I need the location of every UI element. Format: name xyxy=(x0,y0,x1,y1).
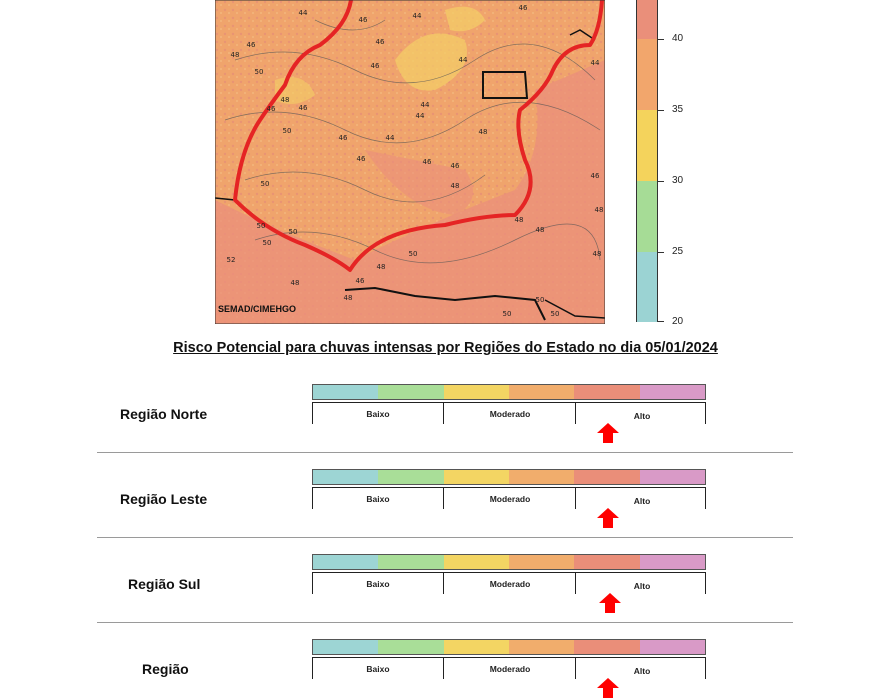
contour-label: 48 xyxy=(450,182,460,190)
row-separator xyxy=(97,537,793,538)
risk-scale-segment xyxy=(574,470,639,484)
contour-label: 48 xyxy=(280,96,290,104)
colorbar-label: 40 xyxy=(672,33,684,44)
risk-scale-tick xyxy=(575,657,576,679)
colorbar-segment xyxy=(637,39,657,110)
risk-scale-segment xyxy=(313,470,378,484)
colorbar-label: 30 xyxy=(672,175,684,186)
risk-category-label: Alto xyxy=(633,666,651,676)
contour-label: 44 xyxy=(590,59,600,67)
contour-label: 44 xyxy=(415,112,425,120)
contour-label: 46 xyxy=(355,277,365,285)
contour-label: 48 xyxy=(376,263,386,271)
risk-level-arrow-icon xyxy=(598,592,622,614)
contour-label: 48 xyxy=(290,279,300,287)
risk-scale-axis xyxy=(312,572,706,573)
region-label: Região Leste xyxy=(120,491,208,507)
contour-label: 50 xyxy=(254,68,264,76)
risk-scale-segment xyxy=(444,640,509,654)
contour-label: 46 xyxy=(246,41,256,49)
contour-label: 46 xyxy=(590,172,600,180)
contour-label: 46 xyxy=(370,62,380,70)
risk-scale-tick xyxy=(575,572,576,594)
risk-scale-tick xyxy=(575,402,576,424)
contour-label: 50 xyxy=(408,250,418,258)
risk-scale-tick xyxy=(312,572,313,594)
contour-label: 46 xyxy=(338,134,348,142)
contour-label: 48 xyxy=(535,226,545,234)
risk-scale-tick xyxy=(705,572,706,594)
risk-scale-segment xyxy=(640,640,705,654)
contour-label: 46 xyxy=(358,16,368,24)
risk-scale-segment xyxy=(444,555,509,569)
risk-category-label: Alto xyxy=(633,411,651,421)
colorbar-segment xyxy=(637,181,657,252)
risk-scale-segment xyxy=(444,385,509,399)
risk-scale-bar xyxy=(312,469,706,485)
region-label: Região xyxy=(142,661,189,677)
colorbar-tick xyxy=(658,110,664,111)
risk-category-label: Moderado xyxy=(489,494,531,504)
risk-scale-axis xyxy=(312,402,706,403)
risk-level-arrow-icon xyxy=(596,507,620,529)
contour-label: 44 xyxy=(412,12,422,20)
risk-level-arrow-icon xyxy=(596,677,620,699)
contour-label: 46 xyxy=(266,105,276,113)
risk-scale-segment xyxy=(378,555,443,569)
colorbar xyxy=(636,0,658,322)
contour-label: 50 xyxy=(550,310,560,318)
colorbar-tick xyxy=(658,321,664,322)
colorbar-tick xyxy=(658,252,664,253)
risk-scale-axis xyxy=(312,657,706,658)
risk-category-label: Alto xyxy=(633,581,651,591)
risk-scale-tick xyxy=(443,572,444,594)
risk-scale-segment xyxy=(574,640,639,654)
risk-scale-axis xyxy=(312,487,706,488)
colorbar-label: 25 xyxy=(672,246,684,257)
risk-scale-tick xyxy=(443,487,444,509)
risk-scale-tick xyxy=(312,402,313,424)
contour-label: 46 xyxy=(375,38,385,46)
contour-label: 44 xyxy=(420,101,430,109)
contour-label: 50 xyxy=(288,228,298,236)
risk-scale-tick xyxy=(443,402,444,424)
contour-label: 48 xyxy=(230,51,240,59)
row-separator xyxy=(97,622,793,623)
contour-label: 50 xyxy=(256,222,266,230)
colorbar-segment xyxy=(637,110,657,181)
colorbar-tick xyxy=(658,39,664,40)
risk-category-label: Alto xyxy=(633,496,651,506)
risk-scale-segment xyxy=(509,385,574,399)
risk-scale-tick xyxy=(575,487,576,509)
colorbar-label: 35 xyxy=(672,104,684,115)
risk-category-label: Baixo xyxy=(366,409,390,419)
contour-label: 46 xyxy=(298,104,308,112)
contour-label: 44 xyxy=(298,9,308,17)
risk-scale-bar xyxy=(312,554,706,570)
risk-category-label: Moderado xyxy=(489,664,531,674)
risk-category-label: Baixo xyxy=(366,579,390,589)
contour-label: 48 xyxy=(514,216,524,224)
contour-label: 44 xyxy=(385,134,395,142)
risk-scale-segment xyxy=(509,640,574,654)
risk-scale-tick xyxy=(705,402,706,424)
risk-scale-segment xyxy=(313,555,378,569)
map-credit: SEMAD/CIMEHGO xyxy=(218,304,297,314)
risk-level-arrow-icon xyxy=(596,422,620,444)
risk-scale-tick xyxy=(312,657,313,679)
risk-scale-segment xyxy=(378,385,443,399)
contour-label: 48 xyxy=(592,250,602,258)
colorbar-tick xyxy=(658,181,664,182)
risk-category-label: Baixo xyxy=(366,494,390,504)
contour-label: 48 xyxy=(478,128,488,136)
risk-category-label: Moderado xyxy=(489,579,531,589)
risk-scale-segment xyxy=(509,555,574,569)
risk-scale-segment xyxy=(378,470,443,484)
region-label: Região Sul xyxy=(128,576,201,592)
risk-scale-segment xyxy=(313,385,378,399)
colorbar-label: 20 xyxy=(672,316,684,327)
risk-scale-segment xyxy=(378,640,443,654)
risk-scale-tick xyxy=(705,487,706,509)
rainfall-risk-map xyxy=(215,0,605,324)
contour-label: 48 xyxy=(594,206,604,214)
risk-scale-tick xyxy=(312,487,313,509)
contour-label: 50 xyxy=(260,180,270,188)
risk-scale-segment xyxy=(574,385,639,399)
risk-category-label: Baixo xyxy=(366,664,390,674)
risk-scale-tick xyxy=(443,657,444,679)
contour-label: 50 xyxy=(535,296,545,304)
contour-label: 48 xyxy=(343,294,353,302)
contour-label: 46 xyxy=(518,4,528,12)
risk-category-label: Moderado xyxy=(489,409,531,419)
risk-scale-segment xyxy=(509,470,574,484)
contour-label: 46 xyxy=(422,158,432,166)
contour-label: 52 xyxy=(226,256,236,264)
page-title: Risco Potencial para chuvas intensas por Regiões do Estado no dia 05/01/2024 xyxy=(173,340,718,356)
contour-label: 50 xyxy=(502,310,512,318)
risk-scale-segment xyxy=(640,470,705,484)
risk-scale-segment xyxy=(640,385,705,399)
risk-scale-bar xyxy=(312,384,706,400)
contour-label: 50 xyxy=(262,239,272,247)
contour-label: 46 xyxy=(450,162,460,170)
colorbar-segment xyxy=(637,0,657,39)
contour-label: 50 xyxy=(282,127,292,135)
row-separator xyxy=(97,452,793,453)
colorbar-segment xyxy=(637,252,657,322)
contour-label: 44 xyxy=(458,56,468,64)
risk-scale-segment xyxy=(313,640,378,654)
risk-scale-segment xyxy=(640,555,705,569)
contour-label: 46 xyxy=(356,155,366,163)
risk-scale-segment xyxy=(574,555,639,569)
risk-scale-tick xyxy=(705,657,706,679)
region-label: Região Norte xyxy=(120,406,208,422)
risk-scale-segment xyxy=(444,470,509,484)
risk-scale-bar xyxy=(312,639,706,655)
